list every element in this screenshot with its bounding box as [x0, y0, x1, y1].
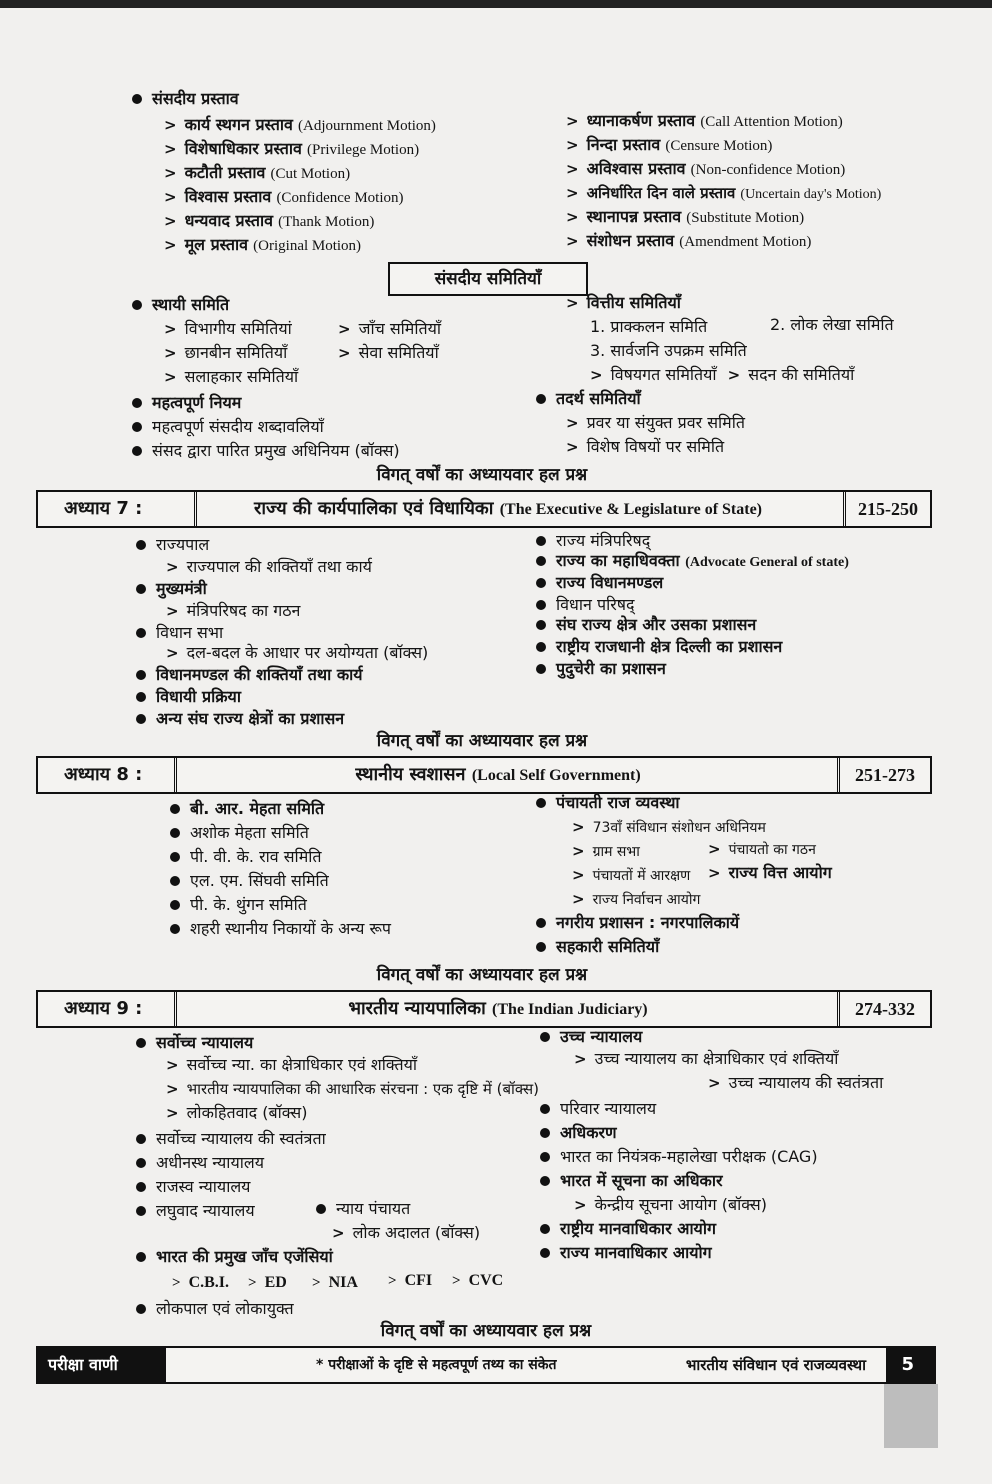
arrow-icon: >: [727, 366, 741, 384]
list-item: राष्ट्रीय राजधानी क्षेत्र दिल्ली का प्रशासन: [536, 636, 782, 658]
arrow-icon: >: [172, 1275, 181, 1291]
bullet-icon: [540, 1104, 550, 1114]
list-item: महत्वपूर्ण संसदीय शब्दावलियाँ: [132, 416, 324, 438]
bullet-icon: [136, 1158, 146, 1168]
sub-item: > सर्वोच्च न्या. का क्षेत्राधिकार एवं शक्तियाँ: [166, 1055, 418, 1074]
bullet-icon: [136, 1206, 146, 1216]
motion-item: > धन्यवाद प्रस्ताव (Thank Motion): [164, 211, 375, 230]
bullet-icon: [170, 828, 180, 838]
chapter-title: स्थानीय स्वशासन (Local Self Government): [355, 764, 641, 785]
bullet-icon: [170, 804, 180, 814]
bullet-icon: [136, 670, 146, 680]
bullet-icon: [540, 1152, 550, 1162]
motion-item: > विशेषाधिकार प्रस्ताव (Privilege Motion): [164, 139, 420, 158]
sub-item: > विभागीय समितियां: [164, 319, 292, 338]
list-item: भारत का नियंत्रक-महालेखा परीक्षक (CAG): [540, 1146, 818, 1168]
top-edge-bar: [0, 0, 992, 8]
motion-item: > अविश्वास प्रस्ताव (Non-confidence Motion): [566, 159, 846, 178]
motion-item: > विश्वास प्रस्ताव (Confidence Motion): [164, 187, 404, 206]
list-item: राज्य का महाधिवक्ता (Advocate General of state): [536, 550, 849, 574]
list-item: राजस्व न्यायालय: [136, 1176, 250, 1198]
arrow-icon: >: [164, 368, 177, 386]
chapter-pages: 274-332: [837, 992, 930, 1026]
list-item: अधिकरण: [540, 1122, 617, 1144]
list-item: न्याय पंचायत: [316, 1198, 410, 1220]
bullet-icon: [136, 1304, 146, 1314]
list-item: > वित्तीय समितियाँ: [566, 293, 681, 312]
list-item: परिवार न्यायालय: [540, 1098, 656, 1120]
list-item: सर्वोच्च न्यायालय की स्वतंत्रता: [136, 1128, 326, 1150]
bullet-icon: [136, 1252, 146, 1262]
arrow-icon: >: [574, 1050, 587, 1068]
sub-item: > छानबीन समितियाँ: [164, 343, 288, 362]
motion-item: > कार्य स्थगन प्रस्ताव (Adjournment Motion): [164, 115, 436, 134]
sub-item: 3. सार्वजनि उपक्रम समिति: [590, 341, 747, 360]
arrow-icon: >: [166, 1104, 179, 1122]
list-item: विधान परिषद्: [536, 594, 635, 616]
sub-item: > सलाहकार समितियाँ: [164, 367, 299, 386]
sub-item: > सेवा समितियाँ: [338, 343, 439, 362]
list-item: लोकपाल एवं लोकायुक्त: [136, 1298, 294, 1320]
sub-item: > भारतीय न्यायपालिका की आधारिक संरचना : एक दृष्टि में (बॉक्स): [166, 1080, 539, 1098]
bullet-icon: [136, 584, 146, 594]
sub-item: > लोकहितवाद (बॉक्स): [166, 1103, 308, 1122]
list-item: पुदुचेरी का प्रशासन: [536, 658, 666, 680]
arrow-icon: >: [572, 818, 585, 836]
bullet-icon: [536, 664, 546, 674]
arrow-icon: >: [708, 864, 721, 882]
bullet-icon: [170, 852, 180, 862]
chapter-8-bar: [36, 756, 932, 794]
bullet-icon: [536, 620, 546, 630]
arrow-icon: >: [566, 136, 579, 154]
arrow-icon: >: [572, 890, 585, 908]
bullet-icon: [536, 798, 546, 808]
motion-item: > संशोधन प्रस्ताव (Amendment Motion): [566, 231, 812, 250]
bullet-icon: [170, 876, 180, 886]
list-item: पी. के. थुंगन समिति: [170, 894, 307, 916]
sub-item: > दल-बदल के आधार पर अयोग्यता (बॉक्स): [166, 643, 429, 662]
chapter-title: राज्य की कार्यपालिका एवं विधायिका (The Executive & Legislature of State): [253, 498, 763, 519]
bullet-icon: [136, 692, 146, 702]
bullet-icon: [536, 578, 546, 588]
bullet-icon: [136, 1038, 146, 1048]
bullet-icon: [132, 94, 142, 104]
chapter-title: भारतीय न्यायपालिका (The Indian Judiciary): [348, 998, 648, 1019]
arrow-icon: >: [164, 140, 177, 158]
page-footer: [36, 1346, 936, 1384]
arrow-icon: >: [452, 1273, 461, 1289]
bullet-icon: [536, 394, 546, 404]
list-item: भारत में सूचना का अधिकार: [540, 1170, 723, 1192]
arrow-icon: >: [574, 1196, 587, 1214]
chapter-9-bar: [36, 990, 932, 1028]
arrow-icon: >: [332, 1224, 345, 1242]
bullet-icon: [132, 446, 142, 456]
agency-item: > CFI: [388, 1270, 432, 1292]
bullet-icon: [540, 1176, 550, 1186]
arrow-icon: >: [572, 866, 585, 884]
sub-item: > पंचायतो का गठन: [708, 840, 816, 858]
agency-item: > C.B.I.: [172, 1272, 229, 1294]
agency-item: > NIA: [312, 1272, 358, 1294]
sub-item: > प्रवर या संयुक्त प्रवर समिति: [566, 413, 746, 432]
bullet-icon: [536, 536, 546, 546]
arrow-icon: >: [388, 1273, 397, 1289]
list-item: विधान सभा: [136, 622, 223, 644]
sub-item: > विशेष विषयों पर समिति: [566, 437, 725, 456]
list-item: पी. वी. के. राव समिति: [170, 846, 322, 868]
bullet-icon: [170, 924, 180, 934]
list-item: संसद द्वारा पारित प्रमुख अधिनियम (बॉक्स): [132, 440, 400, 462]
list-item: लघुवाद न्यायालय: [136, 1200, 255, 1222]
bullet-icon: [136, 1134, 146, 1144]
arrow-icon: >: [566, 208, 579, 226]
sub-item: > लोक अदालत (बॉक्स): [332, 1223, 481, 1242]
footer-note: * परीक्षाओं के दृष्टि से महत्वपूर्ण तथ्य का संकेत: [316, 1357, 557, 1373]
agency-item: > CVC: [452, 1270, 503, 1292]
arrow-icon: >: [566, 112, 579, 130]
list-item: पंचायती राज व्यवस्था: [536, 792, 680, 814]
sub-item: > उच्च न्यायालय की स्वतंत्रता: [708, 1073, 884, 1092]
arrow-icon: >: [164, 320, 177, 338]
solved-questions-line: विगत् वर्षों का अध्यायवार हल प्रश्न: [380, 1321, 592, 1341]
list-item: अशोक मेहता समिति: [170, 822, 309, 844]
chapter-pages: 251-273: [837, 758, 930, 792]
bullet-icon: [316, 1204, 326, 1214]
list-item: राज्यपाल: [136, 534, 209, 556]
page-number: 5: [901, 1354, 914, 1375]
arrow-icon: >: [164, 116, 177, 134]
arrow-icon: >: [566, 438, 579, 456]
list-item: सहकारी समितियाँ: [536, 936, 659, 958]
bullet-icon: [540, 1224, 550, 1234]
motion-item: > स्थानापन्न प्रस्ताव (Substitute Motion): [566, 207, 805, 226]
sub-item: > राज्यपाल की शक्तियाँ तथा कार्य: [166, 557, 372, 576]
list-item: राष्ट्रीय मानवाधिकार आयोग: [540, 1218, 716, 1240]
bullet-icon: [540, 1128, 550, 1138]
bullet-icon: [536, 918, 546, 928]
arrow-icon: >: [338, 344, 351, 362]
arrow-icon: >: [166, 558, 179, 576]
bullet-icon: [540, 1248, 550, 1258]
sub-item: > 73वाँ संविधान संशोधन अधिनियम: [572, 818, 766, 836]
chapter-label: अध्याय 8 :: [38, 758, 177, 792]
arrow-icon: >: [566, 294, 579, 312]
bullet-icon: [536, 942, 546, 952]
sub-item: > राज्य निर्वाचन आयोग: [572, 890, 701, 908]
arrow-icon: >: [166, 602, 179, 620]
motion-item: > मूल प्रस्ताव (Original Motion): [164, 235, 362, 254]
list-item: भारत की प्रमुख जाँच एजेंसियां: [136, 1246, 333, 1268]
bullet-icon: [132, 300, 142, 310]
agency-item: > ED: [248, 1272, 287, 1294]
committees-title-box: संसदीय समितियाँ: [388, 262, 588, 296]
list-item: अन्य संघ राज्य क्षेत्रों का प्रशासन: [136, 708, 344, 730]
list-item: सर्वोच्च न्यायालय: [136, 1032, 253, 1054]
motion-item: > कटौती प्रस्ताव (Cut Motion): [164, 163, 351, 182]
footer-brand: परीक्षा वाणी: [48, 1355, 118, 1374]
arrow-icon: >: [590, 366, 603, 384]
arrow-icon: >: [166, 1056, 179, 1074]
bullet-icon: [536, 642, 546, 652]
arrow-icon: >: [166, 644, 179, 662]
motion-item: > ध्यानाकर्षण प्रस्ताव (Call Attention Motion): [566, 111, 843, 130]
sub-item: > राज्य वित्त आयोग: [708, 863, 832, 882]
arrow-icon: >: [566, 160, 579, 178]
sub-item: > ग्राम सभा: [572, 842, 640, 860]
bullet-icon: [136, 628, 146, 638]
motion-item: > निन्दा प्रस्ताव (Censure Motion): [566, 135, 773, 154]
sub-item: > मंत्रिपरिषद का गठन: [166, 601, 301, 620]
list-item: राज्य मानवाधिकार आयोग: [540, 1242, 712, 1264]
bullet-icon: [132, 422, 142, 432]
sub-item: > पंचायतों में आरक्षण: [572, 866, 691, 884]
page-corner-shade: [884, 1384, 938, 1448]
bullet-icon: [132, 398, 142, 408]
chapter-7-bar: [36, 490, 932, 528]
arrow-icon: >: [312, 1275, 321, 1291]
solved-questions-line: विगत् वर्षों का अध्यायवार हल प्रश्न: [376, 465, 588, 485]
arrow-icon: >: [566, 184, 579, 202]
arrow-icon: >: [338, 320, 351, 338]
list-item: विधायी प्रक्रिया: [136, 686, 241, 708]
arrow-icon: >: [164, 236, 177, 254]
arrow-icon: >: [166, 1080, 179, 1098]
list-item: विधानमण्डल की शक्तियाँ तथा कार्य: [136, 664, 363, 686]
list-item: मुख्यमंत्री: [136, 578, 207, 600]
sec1-heading: संसदीय प्रस्ताव: [132, 88, 239, 110]
arrow-icon: >: [164, 212, 177, 230]
list-item: संघ राज्य क्षेत्र और उसका प्रशासन: [536, 614, 756, 636]
bullet-icon: [136, 714, 146, 724]
solved-questions-line: विगत् वर्षों का अध्यायवार हल प्रश्न: [376, 965, 588, 985]
arrow-icon: >: [164, 344, 177, 362]
list-item: स्थायी समिति: [132, 294, 229, 316]
arrow-icon: >: [164, 164, 177, 182]
bullet-icon: [136, 540, 146, 550]
list-item: राज्य विधानमण्डल: [536, 572, 663, 594]
footer-mid-panel: [166, 1348, 886, 1382]
sub-item: > केन्द्रीय सूचना आयोग (बॉक्स): [574, 1195, 767, 1214]
bullet-icon: [536, 556, 546, 566]
list-item: तदर्थ समितियाँ: [536, 388, 641, 410]
arrow-icon: >: [708, 1074, 721, 1092]
arrow-icon: >: [248, 1275, 257, 1291]
list-item: अधीनस्थ न्यायालय: [136, 1152, 264, 1174]
list-item: राज्य मंत्रिपरिषद्: [536, 530, 650, 552]
bullet-icon: [540, 1032, 550, 1042]
chapter-label: अध्याय 9 :: [38, 992, 177, 1026]
bullet-icon: [136, 1182, 146, 1192]
sub-item: 1. प्राक्कलन समिति: [590, 317, 708, 336]
list-item: उच्च न्यायालय: [540, 1026, 642, 1048]
bullet-icon: [536, 600, 546, 610]
list-item: बी. आर. मेहता समिति: [170, 798, 324, 820]
sub-item: > विषयगत समितियाँ > सदन की समितियाँ: [590, 365, 855, 384]
motion-item: > अनिर्धारित दिन वाले प्रस्ताव (Uncertain day's Motion): [566, 184, 882, 202]
list-item: महत्वपूर्ण नियम: [132, 392, 241, 414]
list-item: एल. एम. सिंघवी समिति: [170, 870, 329, 892]
arrow-icon: >: [164, 188, 177, 206]
sub-item: > जाँच समितियाँ: [338, 319, 442, 338]
bullet-icon: [170, 900, 180, 910]
list-item: शहरी स्थानीय निकायों के अन्य रूप: [170, 918, 391, 940]
solved-questions-line: विगत् वर्षों का अध्यायवार हल प्रश्न: [376, 731, 588, 751]
sub-item: 2. लोक लेखा समिति: [770, 315, 894, 334]
arrow-icon: >: [566, 232, 579, 250]
arrow-icon: >: [566, 414, 579, 432]
chapter-label: अध्याय 7 :: [38, 492, 197, 526]
chapter-pages: 215-250: [843, 492, 930, 526]
footer-book-title: भारतीय संविधान एवं राजव्यवस्था: [685, 1356, 866, 1374]
arrow-icon: >: [708, 840, 721, 858]
arrow-icon: >: [572, 842, 585, 860]
list-item: नगरीय प्रशासन : नगरपालिकायें: [536, 912, 739, 934]
sub-item: > उच्च न्यायालय का क्षेत्राधिकार एवं शक्तियाँ: [574, 1049, 839, 1068]
